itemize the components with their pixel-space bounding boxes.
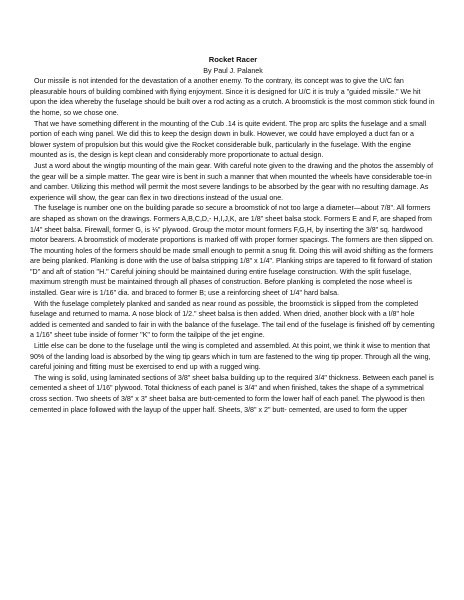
paragraph-2: That we have something different in the mounting of the Cub .14 is quite evident. The prop arc splits the fuselage and a small portion of each wing panel. We did this to keep the design down in bulk. However, we could have employed a duct fan or a blower system of propulsion but this would give the Rocket considerable bulk, particularly in the fuselage. With the engine mounted as is, the design is kept clean and considerably more proportionate to actual design.	[30, 119, 427, 160]
paragraph-6: Little else can be done to the fuselage until the wing is completed and assembled. At this point, we think it wise to mention that 90% of the landing load is absorbed by the wing tip gears which in turn are fastened to the wing tip proper. Through all the wing, careful joining and fitting must be exercised to end up with a rugged wing.	[30, 342, 431, 372]
paragraph-7: The wing is solid, using laminated sections of 3/8" sheet balsa building up to the required 3/4" thickness. Between each panel is cemented a sheet of 1/16" plywood. Total thickness of each panel is 3/4" and when finished, takes the shape of a symmetrical cross section. Two sheets of 3/8" x 3" sheet balsa are butt-cemented to form the lower half of each panel. The plywood is then cemented in place followed with the layup of the upper half. Sheets, 3/8" x 2" butt- cemented, are used to form the upper	[30, 373, 434, 414]
paragraph-1: Our missile is not intended for the devastation of a another enemy. To the contrary, its concept was to give the U/C fan pleasurable hours of building combined with flying enjoyment. Since it is designed for U/C it is truly a "guided missile." We hit upon the idea whereby the fuselage should be built over a rod acting as a crutch. A broomstick is the most common stick found in the home, so we chose one.	[30, 77, 435, 117]
document-author: By Paul J. Palanek	[203, 66, 263, 75]
document-title: Rocket Racer	[208, 55, 258, 64]
paragraph-4: The fuselage is number one on the building parade so secure a broomstick of not too large a diameter—about 7/8". All formers are shaped as shown on the drawings. Formers A,B,C,D,- H,I,J,K, are 1/8" sheet balsa stock. Formers E and F, are shaped from 1/4" sheet balsa. Firewall, former G, is ⅛" plywood. Group the motor mount formers F,G,H, by inserting the 3/8" sq. hardwood motor bearers. A broomstick of moderate proportions is marked off with proper former spacings. The formers are then slipped on. The mounting holes of the formers should be made small enough to permit a snug fit. Doing this will avoid shifting as the formers are being planked. Planking is done with the use of balsa stripping 1/8" x 1/4". Planking strips are tapered to fit forward of station "D" and aft of station "H." Careful joining should be maintained during entire fuselage construction. With the split fuselage, maximum strength must be maintained through all phases of construction. Before planking is completed the nose wheel is installed. Gear wire is 1/16" dia. and braced to former B; use a reinforcing sheet of 1/4" hard balsa.	[30, 204, 434, 298]
paragraph-3: Just a word about the wingtip mounting of the main gear. With careful note given to the drawing and the photos the assembly of the gear will be a simple matter. The gear wire is bent in such a manner that when mounted the wheels have considerable toe-in and camber. Utilizing this method will permit the most severe landings to be absorbed by the gear with no resulting damage. As experience will show, the gear can flex in two directions instead of the usual one.	[30, 161, 434, 202]
paragraph-5: With the fuselage completely planked and sanded as near round as possible, the broomstick is slipped from the completed fuselage and returned to mama. A nose block of 1/2." sheet balsa is then added. When dried, another block with a I/8" hole added is cemented and sanded to fair in with the balance of the fuselage. The tail end of the fuselage is finished off by cementing a 1/16" sheet tube inside of former "K" to form the tailpipe of the jet engine.	[30, 299, 435, 340]
document-body	[30, 55, 436, 415]
